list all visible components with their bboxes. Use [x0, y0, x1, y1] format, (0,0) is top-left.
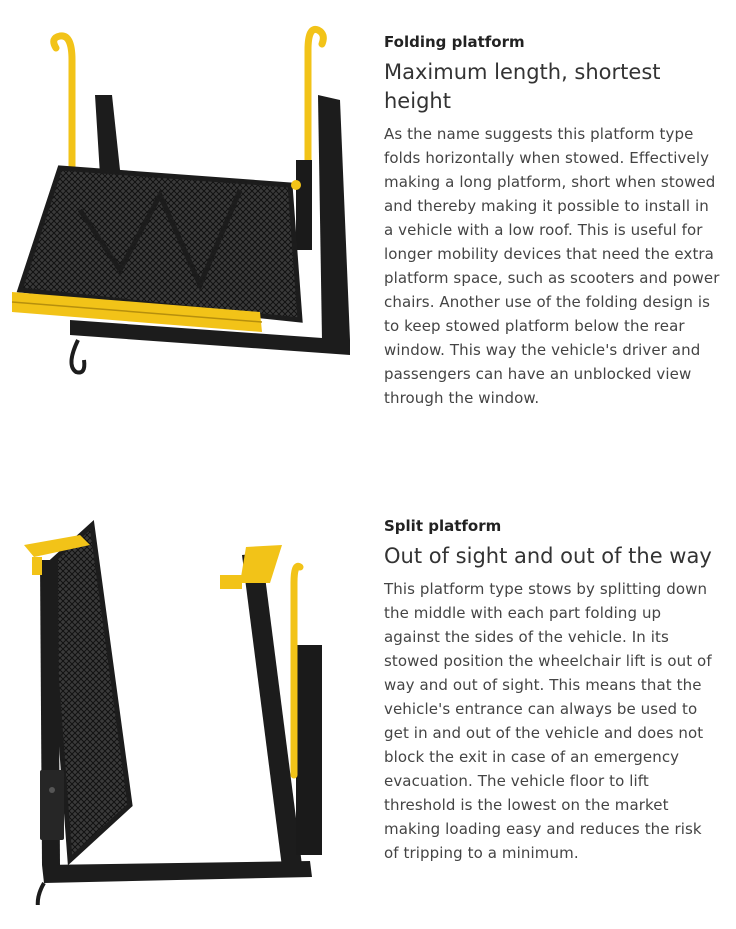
split-platform-image [0, 505, 370, 905]
folding-platform-image [0, 20, 370, 380]
section-body: This platform type stows by splitting down the middle with each part folding up against the sides of the vehicle. In its stowed position the wheelchair lift is out of way and out of sight. This means that the vehicle's entrance can always be used to get in and out of the vehicle and does not block the exit in case of an emergency evacuation. The vehicle floor to lift threshold is the lowest on the market making loading easy and reduces the risk of tripping to a minimum. [384, 580, 712, 862]
section-kicker: Folding platform [384, 33, 525, 51]
split-platform-section [0, 480, 736, 929]
split-platform-text [384, 516, 720, 865]
section-headline: Out of sight and out of the way [384, 544, 712, 568]
folding-platform-lift-icon [0, 20, 370, 380]
split-platform-lift-icon [0, 505, 370, 905]
section-headline: Maximum length, shortest height [384, 60, 661, 113]
section-body: As the name suggests this platform type folds horizontally when stowed. Effectively making a long platform, short when stowed and thereby making it possible to install in a vehicle with a low roof. This is useful for longer mobility devices that need the extra platform space, such as scooters and power chairs. Another use of the folding design is to keep stowed platform below the rear window. This way the vehicle's driver and passengers can have an unblocked view through the window. [384, 125, 720, 407]
folding-platform-text [384, 32, 720, 410]
section-kicker: Split platform [384, 517, 502, 535]
